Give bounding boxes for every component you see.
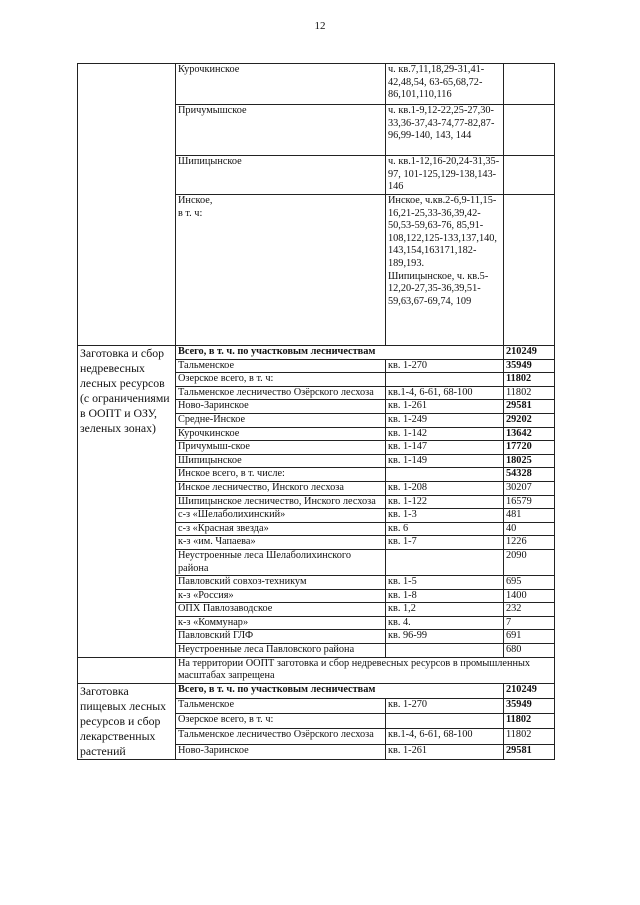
volume-cell: 11802 <box>504 714 555 729</box>
quarters-cell: кв. 96-99 <box>386 630 504 644</box>
quarters-cell: кв. 1-149 <box>386 454 504 468</box>
forest-name-cell: Тальменское лесничество Озёрского лесхоза <box>176 729 386 744</box>
volume-cell <box>504 195 555 346</box>
volume-cell: 18025 <box>504 454 555 468</box>
forest-use-table <box>77 63 555 760</box>
total-value-cell: 210249 <box>504 683 555 698</box>
section-total-row <box>78 683 555 698</box>
forest-name-cell: Ново-Заринское <box>176 744 386 759</box>
quarters-cell: кв. 1-249 <box>386 413 504 427</box>
forest-name-cell: Тальменское лесничество Озёрского лесхоза <box>176 386 386 400</box>
table-row <box>78 64 555 105</box>
note-cell: На территории ООПТ заготовка и сбор недревесных ресурсов в промышленных масштабах запрещена <box>176 657 555 683</box>
volume-cell: 7 <box>504 616 555 630</box>
forest-name-cell: Инское всего, в т. числе: <box>176 468 386 482</box>
quarters-cell: кв. 4. <box>386 616 504 630</box>
volume-cell: 1226 <box>504 536 555 550</box>
forest-name-cell: Павловский совхоз-техникум <box>176 576 386 590</box>
volume-cell: 11802 <box>504 729 555 744</box>
volume-cell: 2090 <box>504 549 555 575</box>
forest-name-cell: Тальменское <box>176 359 386 373</box>
forest-name-cell: Инское, в т. ч: <box>176 195 386 346</box>
volume-cell: 17720 <box>504 441 555 455</box>
forest-name-cell: Инское лесничество, Инского лесхоза <box>176 481 386 495</box>
quarters-cell: кв. 1-270 <box>386 359 504 373</box>
quarters-cell: кв. 1,2 <box>386 603 504 617</box>
quarters-cell <box>386 714 504 729</box>
forest-name-cell: к-з «Россия» <box>176 589 386 603</box>
volume-cell: 11802 <box>504 386 555 400</box>
volume-cell: 11802 <box>504 373 555 387</box>
quarters-cell: кв. 1-261 <box>386 744 504 759</box>
volume-cell: 691 <box>504 630 555 644</box>
page-number: 12 <box>314 20 326 32</box>
forest-name-cell: с-з «Красная звезда» <box>176 522 386 536</box>
quarters-cell: кв. 1-122 <box>386 495 504 509</box>
volume-cell: 29581 <box>504 744 555 759</box>
total-label-cell: Всего, в т. ч. по участковым лесничествам <box>176 683 504 698</box>
volume-cell: 16579 <box>504 495 555 509</box>
volume-cell: 54328 <box>504 468 555 482</box>
quarters-cell: кв. 1-270 <box>386 699 504 714</box>
forest-name-cell: к-з «Коммунар» <box>176 616 386 630</box>
forest-name-cell: Неустроенные леса Павловского района <box>176 644 386 658</box>
volume-cell <box>504 105 555 156</box>
volume-cell: 680 <box>504 644 555 658</box>
forest-name-cell: с-з «Шелаболихинский» <box>176 509 386 523</box>
forest-name-cell: Павловский ГЛФ <box>176 630 386 644</box>
quarters-cell: кв. 1-208 <box>386 481 504 495</box>
quarters-cell: кв. 1-142 <box>386 427 504 441</box>
quarters-cell: ч. кв.1-12,16-20,24-31,35-97, 101-125,129-138,143-146 <box>386 156 504 195</box>
quarters-cell: кв. 1-8 <box>386 589 504 603</box>
forest-name-cell: Озерское всего, в т. ч: <box>176 373 386 387</box>
volume-cell: 29202 <box>504 413 555 427</box>
total-value-cell: 210249 <box>504 346 555 360</box>
volume-cell: 29581 <box>504 400 555 414</box>
quarters-cell: кв.1-4, 6-61, 68-100 <box>386 729 504 744</box>
quarters-cell: кв. 6 <box>386 522 504 536</box>
volume-cell: 35949 <box>504 699 555 714</box>
quarters-cell: кв. 1-147 <box>386 441 504 455</box>
quarters-cell: кв. 1-5 <box>386 576 504 590</box>
category-cell: Заготовка и сбор недревесных лесных ресурсов (с ограничениями в ООПТ и ОЗУ, зеленых зонах) <box>78 346 176 658</box>
forest-name-cell: Шипицынское лесничество, Инского лесхоза <box>176 495 386 509</box>
quarters-cell: кв. 1-3 <box>386 509 504 523</box>
forest-name-cell: Шипицынское <box>176 156 386 195</box>
quarters-cell: Инское, ч.кв.2-6,9-11,15-16,21-25,33-36,39,42-50,53-59,63-76, 85,91-108,122,125-133,137,140, 143,154,163171,182-189,193. Шипицынское, ч. кв.5-12,20-27,35-36,39,51-59,63,67-69,74, 109 <box>386 195 504 346</box>
forest-name-cell: Ново-Заринское <box>176 400 386 414</box>
section-total-row <box>78 346 555 360</box>
quarters-cell <box>386 468 504 482</box>
volume-cell: 1400 <box>504 589 555 603</box>
quarters-cell: ч. кв.1-9,12-22,25-27,30-33,36-37,43-74,77-82,87-96,99-140, 143, 144 <box>386 105 504 156</box>
volume-cell <box>504 64 555 105</box>
quarters-cell: кв. 1-261 <box>386 400 504 414</box>
forest-name-cell: Неустроенные леса Шелаболихинского района <box>176 549 386 575</box>
volume-cell: 40 <box>504 522 555 536</box>
volume-cell: 30207 <box>504 481 555 495</box>
volume-cell: 695 <box>504 576 555 590</box>
quarters-cell <box>386 373 504 387</box>
forest-name-cell: Средне-Инское <box>176 413 386 427</box>
volume-cell: 35949 <box>504 359 555 373</box>
forest-name-cell: к-з «им. Чапаева» <box>176 536 386 550</box>
category-cell <box>78 64 176 346</box>
quarters-cell: кв.1-4, 6-61, 68-100 <box>386 386 504 400</box>
quarters-cell: ч. кв.7,11,18,29-31,41-42,48,54, 63-65,68,72-86,101,110,116 <box>386 64 504 105</box>
category-cell: Заготовка пищевых лесных ресурсов и сбор лекарственных растений <box>78 683 176 759</box>
forest-name-cell: Курочкинское <box>176 427 386 441</box>
volume-cell: 481 <box>504 509 555 523</box>
category-cell <box>78 657 176 683</box>
forest-name-cell: Причумышское <box>176 105 386 156</box>
volume-cell: 232 <box>504 603 555 617</box>
forest-name-cell: Курочкинское <box>176 64 386 105</box>
total-label-cell: Всего, в т. ч. по участковым лесничествам <box>176 346 504 360</box>
volume-cell <box>504 156 555 195</box>
quarters-cell <box>386 549 504 575</box>
quarters-cell <box>386 644 504 658</box>
volume-cell: 13642 <box>504 427 555 441</box>
note-row <box>78 657 555 683</box>
forest-name-cell: Тальменское <box>176 699 386 714</box>
forest-name-cell: Озерское всего, в т. ч: <box>176 714 386 729</box>
forest-name-cell: ОПХ Павлозаводское <box>176 603 386 617</box>
forest-name-cell: Причумыш-ское <box>176 441 386 455</box>
quarters-cell: кв. 1-7 <box>386 536 504 550</box>
forest-name-cell: Шипицынское <box>176 454 386 468</box>
